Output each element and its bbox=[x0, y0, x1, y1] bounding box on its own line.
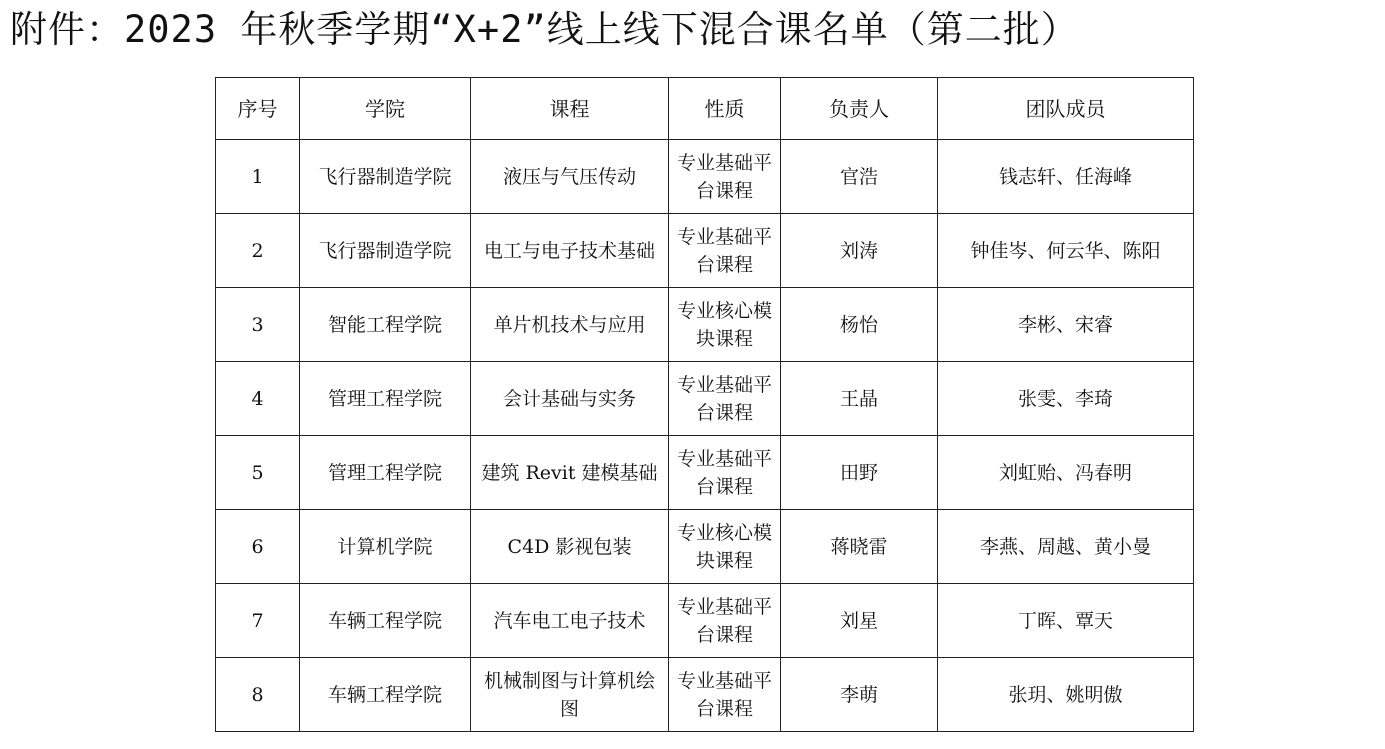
cell-type: 专业基础平台课程 bbox=[669, 362, 781, 436]
cell-college: 飞行器制造学院 bbox=[300, 140, 471, 214]
cell-no: 3 bbox=[216, 288, 300, 362]
header-team: 团队成员 bbox=[938, 78, 1194, 140]
header-course: 课程 bbox=[471, 78, 669, 140]
cell-lead: 田野 bbox=[781, 436, 938, 510]
cell-type: 专业核心模块课程 bbox=[669, 288, 781, 362]
table-row bbox=[216, 140, 1194, 214]
cell-type: 专业基础平台课程 bbox=[669, 658, 781, 732]
cell-course: 单片机技术与应用 bbox=[471, 288, 669, 362]
table-row bbox=[216, 658, 1194, 732]
table-header-row bbox=[216, 78, 1194, 140]
cell-lead: 刘涛 bbox=[781, 214, 938, 288]
cell-course: 汽车电工电子技术 bbox=[471, 584, 669, 658]
table-row bbox=[216, 436, 1194, 510]
cell-team: 丁晖、覃天 bbox=[938, 584, 1194, 658]
table-row bbox=[216, 362, 1194, 436]
cell-lead: 蒋晓雷 bbox=[781, 510, 938, 584]
header-lead: 负责人 bbox=[781, 78, 938, 140]
table-row bbox=[216, 510, 1194, 584]
cell-lead: 李萌 bbox=[781, 658, 938, 732]
table-row bbox=[216, 214, 1194, 288]
cell-college: 管理工程学院 bbox=[300, 362, 471, 436]
cell-type: 专业核心模块课程 bbox=[669, 510, 781, 584]
cell-college: 计算机学院 bbox=[300, 510, 471, 584]
course-roster-table bbox=[215, 77, 1194, 732]
cell-college: 车辆工程学院 bbox=[300, 584, 471, 658]
header-college: 学院 bbox=[300, 78, 471, 140]
cell-college: 飞行器制造学院 bbox=[300, 214, 471, 288]
cell-lead: 王晶 bbox=[781, 362, 938, 436]
header-type: 性质 bbox=[669, 78, 781, 140]
table-row bbox=[216, 288, 1194, 362]
cell-team: 钱志轩、任海峰 bbox=[938, 140, 1194, 214]
cell-no: 8 bbox=[216, 658, 300, 732]
cell-college: 管理工程学院 bbox=[300, 436, 471, 510]
cell-course: 机械制图与计算机绘图 bbox=[471, 658, 669, 732]
cell-lead: 官浩 bbox=[781, 140, 938, 214]
cell-no: 2 bbox=[216, 214, 300, 288]
cell-team: 李彬、宋睿 bbox=[938, 288, 1194, 362]
cell-type: 专业基础平台课程 bbox=[669, 140, 781, 214]
cell-no: 6 bbox=[216, 510, 300, 584]
cell-no: 5 bbox=[216, 436, 300, 510]
cell-type: 专业基础平台课程 bbox=[669, 584, 781, 658]
table-row bbox=[216, 584, 1194, 658]
cell-course: 会计基础与实务 bbox=[471, 362, 669, 436]
cell-course: 液压与气压传动 bbox=[471, 140, 669, 214]
cell-lead: 刘星 bbox=[781, 584, 938, 658]
cell-college: 智能工程学院 bbox=[300, 288, 471, 362]
cell-college: 车辆工程学院 bbox=[300, 658, 471, 732]
cell-no: 4 bbox=[216, 362, 300, 436]
cell-no: 7 bbox=[216, 584, 300, 658]
header-no: 序号 bbox=[216, 78, 300, 140]
cell-team: 刘虹贻、冯春明 bbox=[938, 436, 1194, 510]
cell-team: 张玥、姚明傲 bbox=[938, 658, 1194, 732]
cell-course: C4D 影视包装 bbox=[471, 510, 669, 584]
cell-type: 专业基础平台课程 bbox=[669, 214, 781, 288]
cell-lead: 杨怡 bbox=[781, 288, 938, 362]
cell-team: 张雯、李琦 bbox=[938, 362, 1194, 436]
cell-course: 建筑 Revit 建模基础 bbox=[471, 436, 669, 510]
cell-type: 专业基础平台课程 bbox=[669, 436, 781, 510]
cell-team: 钟佳岑、何云华、陈阳 bbox=[938, 214, 1194, 288]
page-title: 附件：2023 年秋季学期“X+2”线上线下混合课名单（第二批） bbox=[10, 8, 1079, 51]
cell-team: 李燕、周越、黄小曼 bbox=[938, 510, 1194, 584]
cell-no: 1 bbox=[216, 140, 300, 214]
cell-course: 电工与电子技术基础 bbox=[471, 214, 669, 288]
